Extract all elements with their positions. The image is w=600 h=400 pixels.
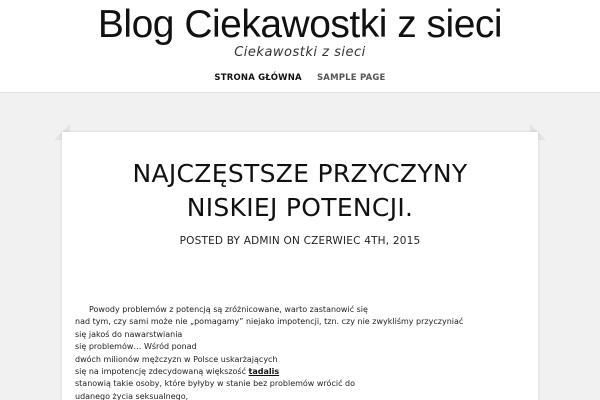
nav-item-home[interactable]: STRONA GŁÓWNA <box>214 73 302 83</box>
post-title[interactable] <box>62 157 538 225</box>
site-header <box>0 0 600 92</box>
content-line-6-text: się na impotencję zdecydowaną większość <box>75 367 246 377</box>
content-line-6 <box>75 366 495 378</box>
content-line-3: się jakoś do nawarstwiania <box>75 329 183 339</box>
post-meta: POSTED BY ADMIN ON CZERWIEC 4TH, 2015 <box>179 235 421 247</box>
nav-item-sample-page[interactable]: SAMPLE PAGE <box>316 73 386 83</box>
site-title[interactable]: Blog Ciekawostki z sieci <box>97 3 503 46</box>
post-title-line-1[interactable]: NAJCZĘSTSZE PRZYCZYNY <box>132 159 468 188</box>
content-line-2: nad tym, czy sami może nie „pomagamy” niejako impotencji, tzn. czy nie zwykliśmy przyczyniać <box>75 317 464 327</box>
post-content <box>75 304 495 400</box>
content-line-5: dwóch milionów mężczyzn w Polsce uskarżających <box>75 354 278 364</box>
content-line-8: udanego życia seksualnego, <box>75 391 189 400</box>
site-tagline: Ciekawostki z sieci <box>234 45 366 60</box>
content-line-4: się problemów… Wśród ponad <box>75 342 197 352</box>
content-line-7: stanowią takie osoby, które byłyby w stanie bez problemów wrócić do <box>75 379 355 389</box>
post-title-line-2[interactable]: NISKIEJ POTENCJI. <box>186 193 414 222</box>
main-nav <box>0 73 600 83</box>
tadalis-link[interactable]: tadalis <box>248 367 280 377</box>
content-line-1: Powody problemów z potencją są zróżnicowane, warto zastanowić się <box>89 305 368 314</box>
